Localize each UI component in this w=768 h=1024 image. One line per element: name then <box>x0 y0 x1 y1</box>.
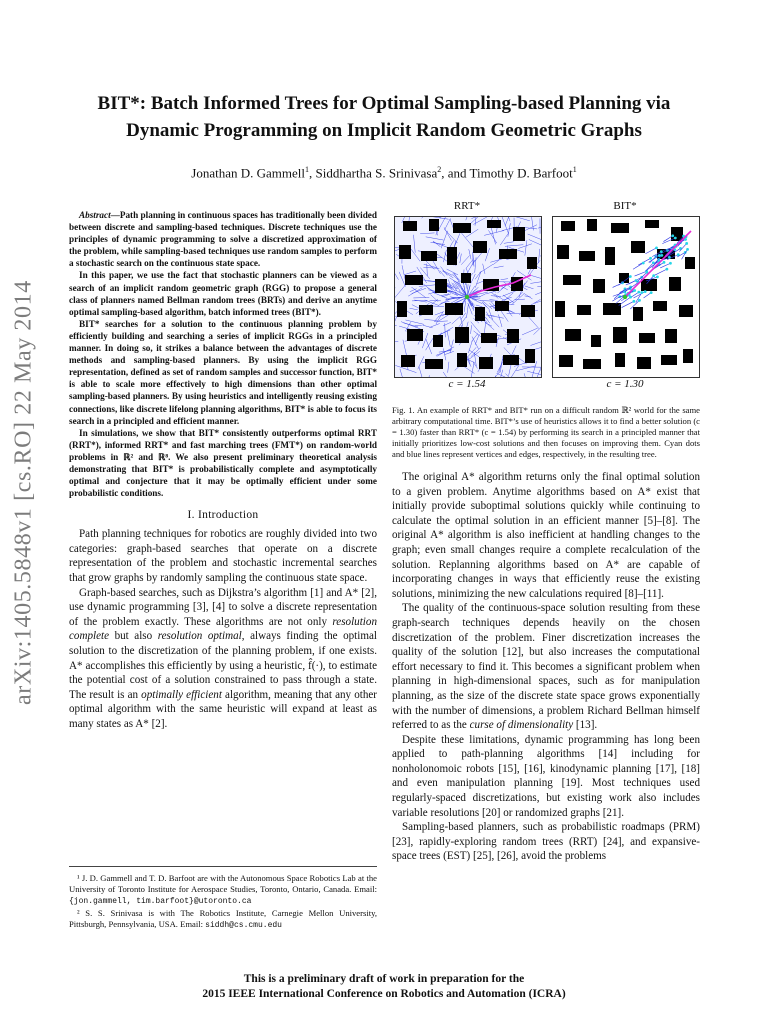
obstacle <box>425 359 443 369</box>
obstacle <box>525 349 535 363</box>
obstacle <box>577 305 591 315</box>
bit-vertex <box>669 262 672 265</box>
bit-vertex <box>649 257 652 260</box>
footnote-email: {jon.gammell, tim.barfoot}@utoronto.ca <box>69 897 252 907</box>
abstract-label: Abstract <box>79 210 111 220</box>
obstacle <box>631 241 645 253</box>
start-marker <box>465 295 469 299</box>
obstacle <box>679 305 693 317</box>
affiliation-mark: 1 <box>572 165 577 174</box>
abstract <box>69 209 377 499</box>
bit-vertex <box>642 262 645 265</box>
obstacle <box>479 357 493 369</box>
obstacle <box>403 221 417 231</box>
bit-vertex <box>640 291 643 294</box>
obstacle <box>457 353 467 367</box>
emphasis: resolution optimal <box>157 630 242 643</box>
obstacle <box>407 329 423 341</box>
obstacle <box>503 355 519 365</box>
obstacle <box>433 335 443 347</box>
body-paragraph: Path planning techniques for robotics are roughly divided into two categories: graph-based searches that operate on a discrete representation of the problem and stochastic incremental searches that grow graphs by randomly sampling the continuous state space. <box>69 528 377 585</box>
bit-panel-title: BIT* <box>613 200 637 212</box>
obstacle <box>661 355 677 365</box>
draft-notice <box>52 972 716 1002</box>
text-run: algorithm, meaning that any other optimal algorithm with the same heuristic will expand at least as many states as A* [2]. <box>69 688 377 730</box>
obstacle <box>419 305 433 315</box>
author-name: Timothy D. Barfoot <box>469 165 573 181</box>
obstacle <box>613 327 627 343</box>
draft-notice-line-2: 2015 IEEE International Conference on Robotics and Automation (ICRA) <box>202 988 566 1000</box>
obstacle <box>429 219 439 231</box>
title-line-1: BIT*: Batch Informed Trees for Optimal Sampling-based Planning via <box>97 93 671 114</box>
obstacle <box>513 227 525 241</box>
obstacle <box>637 357 651 369</box>
left-column <box>69 209 377 732</box>
obstacle <box>555 301 565 317</box>
emphasis: optimally efficient <box>141 688 222 701</box>
bit-vertex <box>644 290 647 293</box>
obstacle <box>401 355 415 367</box>
obstacle <box>473 241 487 253</box>
body-paragraph <box>392 601 700 732</box>
rrt-tree-plot <box>395 217 541 377</box>
obstacle <box>653 301 667 311</box>
footnote-text: ² S. S. Srinivasa is with The Robotics Institute, Carnegie Mellon University, Pittsburgh, Pennsylvania, USA. Email: <box>69 907 377 929</box>
bit-vertex <box>668 256 671 259</box>
abstract-paragraph: In this paper, we use the fact that stochastic planners can be viewed as a search of an implicit random geometric graph (RGG) to propose a general class of planners named Bellman random trees (BRTs) and derive an anytime optimal sampling-based algorithm, batch informed trees (BIT*). <box>69 270 377 317</box>
text-run: Graph-based searches, such as Dijkstra’s algorithm [1] and A* [2], use dynamic programming [3], [4] to solve a discrete representation of the problem exactly. These algorithms are not only <box>69 586 377 628</box>
text-run: [13]. <box>573 719 598 732</box>
obstacle <box>591 335 601 347</box>
obstacle <box>611 223 629 233</box>
bit-vertex <box>637 291 640 294</box>
bit-vertex <box>629 275 632 278</box>
figure-1 <box>392 200 700 462</box>
obstacle <box>593 279 605 293</box>
obstacle <box>557 245 569 259</box>
body-paragraph: Despite these limitations, dynamic programming has long been applied to path-planning algorithms [14] including for nonholonomoic robots [15], [16], kinodynamic planning [17], [18] and even manipulation planning [19]. Most techniques used regularly-spaced discretizations, but existing work also includes variable resolutions [20] or randomized graphs [21]. <box>392 733 700 819</box>
obstacle <box>605 247 615 265</box>
bit-cost-label: c = 1.30 <box>606 378 644 390</box>
obstacle <box>445 303 463 315</box>
obstacle <box>453 223 471 233</box>
obstacle <box>669 277 681 291</box>
bit-vertex <box>638 299 641 302</box>
obstacle <box>615 353 625 367</box>
obstacle <box>665 329 677 343</box>
obstacle <box>587 219 597 231</box>
arxiv-stamp: arXiv:1405.5848v1 [cs.RO] 22 May 2014 <box>10 280 37 706</box>
obstacle <box>685 257 695 269</box>
obstacle <box>475 307 485 321</box>
obstacle <box>461 273 471 283</box>
text-run: but also <box>109 630 158 643</box>
rrt-cost-label: c = 1.54 <box>448 378 486 390</box>
bit-panel <box>552 216 700 378</box>
figure-caption: Fig. 1. An example of RRT* and BIT* run on a difficult random ℝ² world for the same arbitrary computational time. BIT*’s use of heuristics allows it to find a better solution (c = 1.30) faster than RRT* (c = 1.54) by performing its search in a principled manner that initially prioritizes low-cost solutions and then focuses on improving them. Cyan dots and blue lines represent vertices and edges, respectively, in the resulting tree. <box>392 405 700 459</box>
section-heading: I. Introduction <box>187 509 259 522</box>
bit-vertex <box>663 261 666 264</box>
obstacle <box>561 221 575 231</box>
bit-vertex <box>665 268 668 271</box>
obstacle <box>583 359 601 369</box>
obstacle <box>495 301 509 311</box>
title-line-2: Dynamic Programming on Implicit Random Geometric Graphs <box>126 120 642 141</box>
start-marker <box>623 295 627 299</box>
body-paragraph: Sampling-based planners, such as probabilistic roadmaps (PRM) [23], rapidly-exploring random trees (RRT) [24], and expansive-space trees (EST) [25], [26], avoid the problems <box>392 821 700 863</box>
footnote-text: ¹ J. D. Gammell and T. D. Barfoot are with the Autonomous Space Robotics Lab at the University of Toronto Institute for Aerospace Studies, Toronto, Ontario, Canada. Email: <box>69 873 377 895</box>
bit-vertex <box>650 291 653 294</box>
obstacle <box>683 349 693 363</box>
obstacle <box>565 329 581 341</box>
abstract-paragraph <box>69 209 377 269</box>
rrt-panel <box>394 216 542 378</box>
affiliation-mark: 1 <box>305 165 310 174</box>
obstacle <box>645 220 659 228</box>
obstacle <box>447 247 457 265</box>
body-paragraph: The original A* algorithm returns only the final optimal solution to a given problem. Anytime algorithms based on A* exist that initially provide suboptimal solutions quickly while continuing to calculate the optimal solution in an efficient manner [5]–[8]. The original A* algorithm is also inefficient at handling changes to the graph; even small changes require a complete recalculation of the solution. Replanning algorithms based on A* are capable of incorporating changes in ways that efficiently reuse the existing solutions, minimizing the new calculations required [8]–[11]. <box>392 471 700 600</box>
obstacle <box>633 307 643 321</box>
obstacle <box>481 333 497 343</box>
footnotes <box>69 866 377 931</box>
bit-vertex <box>685 242 688 245</box>
abstract-text: Path planning in continuous spaces has traditionally been divided between discrete and sampling-based techniques. Discrete techniques use the principles of dynamic programming to solve a discretized approximation of the problem, while sampling-based techniques use random samples to perform a stochastic search on the continuous state space. <box>69 210 377 269</box>
bit-vertex <box>674 237 677 240</box>
bit-vertex <box>671 234 674 237</box>
obstacle <box>603 303 621 315</box>
text-run: The quality of the continuous-space solution resulting from these graph-search techniques depends heavily on the chosen discretization of the problem. Finer discretization increases the quality of the solution [12], but also increases the computational effort necessary to find it. This becomes a significant problem when planning in high-dimensional spaces, such as for manipulation planning, as the size of the discrete state space grows exponentially with the number of dimensions, a problem Richard Bellman himself referred to as the <box>392 602 700 732</box>
obstacle <box>563 275 581 285</box>
obstacle <box>399 245 411 259</box>
obstacle <box>421 251 437 261</box>
abstract-paragraph: In simulations, we show that BIT* consistently outperforms optimal RRT (RRT*), informed RRT* and fast marching trees (FMT*) on random-world problems in ℝ² and ℝ⁸. We also present preliminary theoretical analysis demonstrating that BIT* is probabilistically complete and asymptotically optimal and conjecture that it may be optimally efficient under some probabilistic conditions. <box>69 427 377 499</box>
author-list <box>52 161 716 182</box>
bit-vertex <box>652 261 655 264</box>
bit-vertex <box>655 246 658 249</box>
author-name: Siddhartha S. Srinivasa <box>315 165 438 181</box>
paper-title <box>52 90 716 144</box>
obstacle <box>507 329 519 343</box>
rrt-panel-title: RRT* <box>453 200 481 212</box>
right-column <box>392 200 700 864</box>
bit-vertex <box>658 254 661 257</box>
bit-vertex <box>660 250 663 253</box>
obstacle <box>455 327 469 343</box>
emphasis: curse of dimensionality <box>469 719 574 732</box>
obstacle <box>487 220 501 228</box>
obstacle <box>559 355 573 367</box>
author-separator: , <box>309 165 316 181</box>
body-paragraph <box>69 586 377 732</box>
abstract-paragraph: BIT* searches for a solution to the continuous planning problem by efficiently building and searching a series of implicit RGGs in a principled manner. In doing so, it strikes a balance between the advantages of discrete methods and sampling-based planners. By using the implicit RGG representation, defined as set of random samples and successor function, BIT* is able to scale more effectively to high dimensions than other optimal sampling-based planners. By using heuristics and intelligently reusing existing connections, like discrete lifelong planning algorithms, BIT* is able to focus its search in a principled and efficient manner. <box>69 318 377 426</box>
emphasis: resolution complete <box>69 615 377 643</box>
bit-vertex <box>633 289 636 292</box>
bit-vertex <box>686 248 689 251</box>
author-separator: , and <box>441 165 470 181</box>
obstacle <box>435 279 447 293</box>
author-name: Jonathan D. Gammell <box>191 165 306 181</box>
bit-vertex <box>656 275 659 278</box>
obstacle <box>639 333 655 343</box>
affiliation-mark: 2 <box>437 165 442 174</box>
draft-notice-line-1: This is a preliminary draft of work in preparation for the <box>243 973 525 985</box>
footnote <box>69 873 377 908</box>
obstacle <box>579 251 595 261</box>
footnote <box>69 908 377 931</box>
bit-vertex <box>660 254 663 257</box>
obstacle <box>397 301 407 317</box>
bit-vertex <box>633 300 636 303</box>
bit-tree-plot <box>553 217 699 377</box>
obstacle <box>405 275 423 285</box>
abstract-dash: — <box>110 210 120 220</box>
obstacle <box>527 257 537 269</box>
footnote-email: siddh@cs.cmu.edu <box>205 920 282 930</box>
text-run: , always finding the optimal solution to the discretization of the planning problem, if one exists. A* accomplishes this efficiently by using a heuristic, f̂(·), to estimate the potential cost of a solution constrained to pass through a state. The result is an <box>69 630 377 701</box>
bit-vertex <box>652 274 655 277</box>
right-body <box>392 470 700 864</box>
obstacle <box>521 305 535 317</box>
obstacle <box>499 249 517 259</box>
